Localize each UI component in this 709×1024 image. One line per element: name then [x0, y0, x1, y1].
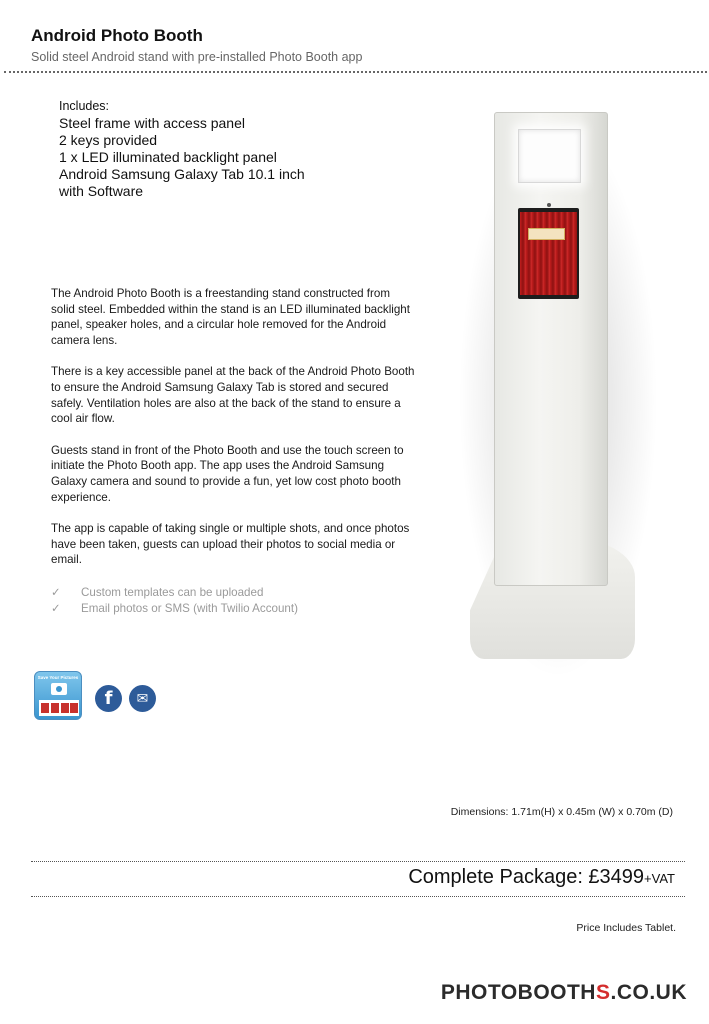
- description: [51, 286, 416, 584]
- price-label: [408, 866, 675, 889]
- divider: [31, 896, 685, 897]
- includes-item: 2 keys provided: [59, 132, 158, 148]
- price-note: Price Includes Tablet.: [576, 922, 676, 934]
- feature-text: Email photos or SMS (with Twilio Account): [81, 601, 298, 615]
- description-paragraph: Guests stand in front of the Photo Booth and use the touch screen to initiate the Photo Booth app. The app uses the Android Samsung Galaxy camera and sound to provide a fun, yet low cost photo booth experience.: [51, 443, 404, 504]
- page-title: Android Photo Booth: [31, 26, 203, 45]
- price-amount: Complete Package: £3499: [408, 866, 645, 888]
- screen-sign: [528, 228, 565, 240]
- camera-icon: [51, 683, 67, 695]
- facebook-icon[interactable]: f: [95, 685, 122, 712]
- divider: [4, 71, 707, 73]
- page-subtitle: Solid steel Android stand with pre-installed Photo Booth app: [31, 50, 363, 64]
- curtain-screen: [520, 212, 577, 295]
- site-logo[interactable]: [441, 981, 687, 1005]
- camera-lens: [547, 203, 551, 207]
- includes-item: with Software: [59, 183, 144, 199]
- photo-booth-stand: [494, 112, 608, 586]
- logo-text: PHOTOBOOTH: [440, 981, 596, 1004]
- feature-list: [51, 585, 298, 616]
- description-paragraph: The app is capable of taking single or multiple shots, and once photos have been taken, guests can upload their photos to social media or email.: [51, 521, 410, 567]
- description-paragraph: The Android Photo Booth is a freestanding stand constructed from solid steel. Embedded within the stand is an LED illuminated backlight panel, speaker holes, and a circular hole removed for the Android camera lens.: [51, 287, 410, 348]
- feature-item: [51, 601, 298, 617]
- price-vat: +VAT: [644, 871, 675, 886]
- tablet-screen: [518, 208, 579, 299]
- check-icon: ✓: [51, 601, 61, 615]
- photo-strip-icon: [39, 700, 79, 716]
- feature-item: [51, 585, 298, 601]
- logo-accent: S: [595, 981, 611, 1004]
- led-backlight-panel: [518, 129, 581, 183]
- includes-item: 1 x LED illuminated backlight panel: [59, 149, 277, 165]
- includes-item: Android Samsung Galaxy Tab 10.1 inch: [59, 166, 305, 182]
- app-icon-label: Save Your Pictures: [37, 675, 79, 680]
- check-icon: ✓: [51, 586, 61, 599]
- dimensions-text: Dimensions: 1.71m(H) x 0.45m (W) x 0.70m (D): [450, 806, 673, 818]
- feature-text: Custom templates can be uploaded: [81, 586, 264, 599]
- divider: [31, 861, 685, 862]
- includes-list: [59, 98, 305, 200]
- description-paragraph: There is a key accessible panel at the back of the Android Photo Booth to ensure the Android Samsung Galaxy Tab is stored and secured safely. Ventilation holes are also at the back of the stand to ensure a cool air flow.: [51, 365, 415, 426]
- email-icon[interactable]: ✉: [129, 685, 156, 712]
- includes-heading: Includes:: [59, 99, 110, 113]
- photo-booth-app-icon[interactable]: [34, 671, 82, 720]
- includes-item: Steel frame with access panel: [59, 115, 245, 131]
- logo-domain: .CO.UK: [610, 981, 687, 1004]
